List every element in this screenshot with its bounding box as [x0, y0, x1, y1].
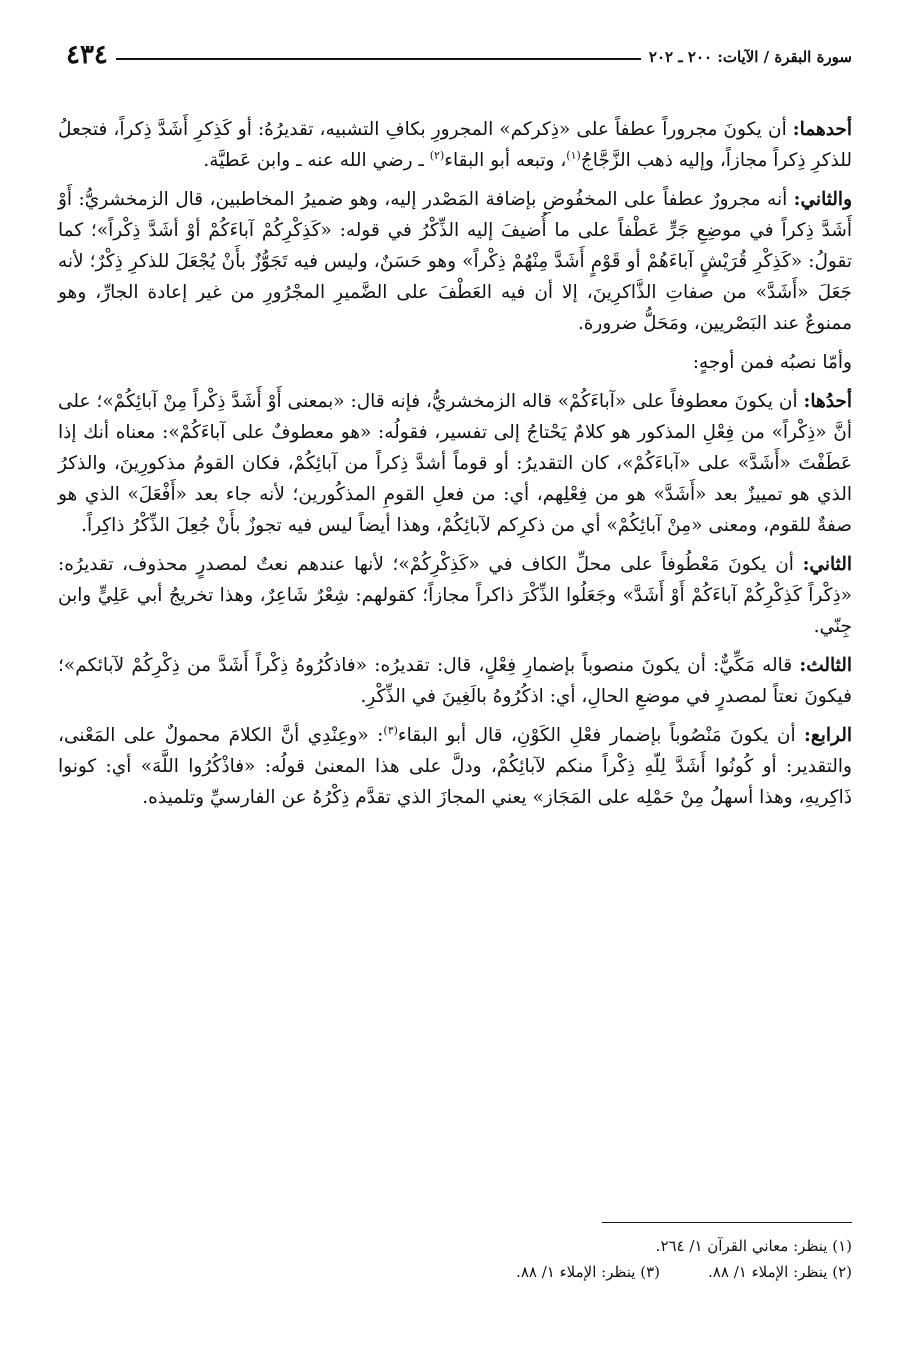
paragraph-text: أن يكونَ معطوفاً على «آباءَكُمْ» قاله الزمخشريُّ، فإنه قال: «بمعنى أَوْ أَشَدَّ ذِكْراً مِنْ آبائِكُمْ»؛ على أنَّ «ذِكْراً» من فِعْلِ المذكور هو كلامٌ يَحْتاجُ إلى تفسير، فقولُه: «هو معطوفٌ على آباءَكُمْ»: معناه أنك إذا عَطَفْتَ «أَشَدَّ» على «آباءَكُمْ»، كان التقديرُ: أو قوماً أشدَّ ذِكراً من آبائِكُمْ، فكان القومُ مذكورِينَ، والذكرُ الذي هو تمييزٌ بعد «أَشَدَّ» هو من فِعْلِهم، أي: من فعلِ القومِ المذكُورين؛ لأنه جاء بعد «أَفْعَلَ» الذي هو صفةٌ للقوم، ومعنى «مِنْ آبائِكُمْ» أي من ذكرِكم لآبائِكُمْ، وهذا أيضاً ليس فيه تجوزٌ بأَنْ جُعِلَ الذِّكْرُ ذاكِراً. — [58, 391, 852, 536]
paragraph-text: أن يكونَ مَنْصُوباً بإضمار فعْلِ الكَوْنِ، قال أبو البقاء — [397, 725, 805, 746]
paragraph-nasb-first — [58, 386, 852, 541]
paragraph-lead: الرابع: — [804, 725, 852, 746]
paragraph-text-cont: ، وتبعه أبو البقاء — [444, 150, 567, 171]
paragraph-second-alternative — [58, 184, 852, 339]
paragraph-lead: الثاني: — [802, 554, 852, 575]
page-number: ٤٣٤ — [66, 40, 108, 70]
paragraph-nasb-fourth — [58, 720, 852, 813]
footnotes — [58, 1222, 852, 1285]
paragraph-text: قاله مَكِّيٌّ: أن يكونَ منصوباً بإضمارِ فِعْلٍ، قال: تقديرُه: «فاذكُرُوهُ ذِكْراً أَشَدَّ من ذِكْرِكُمْ لآبائكم»؛ فيكونَ نعتاً لمصدرٍ في موضعِ الحالِ، أي: اذكُرُوهُ بالَغِينَ في الذِّكْرِ. — [58, 655, 852, 707]
paragraph-nasb-third — [58, 650, 852, 712]
footnote-line — [58, 1233, 852, 1259]
paragraph-text-end: ـ رضي الله عنه ـ وابن عَطيَّة. — [203, 150, 430, 171]
running-title: سورة البقرة / الآيات: ٢٠٠ ـ ٢٠٢ — [648, 48, 852, 66]
paragraph-text: أنه مجرورٌ عطفاً على المخفُوضِ بإضافة المَصْدر إليه، وهو ضميرُ المخاطبين، قال الزمخشريُّ: أَوْ أَشَدَّ ذِكراً في موضِعِ جَرٍّ عَطْفاً على ما أُضيفَ إليه الذِّكْرُ في قوله: «كَذِكْرِكُمْ آباءَكُمْ أوْ أشَدَّ ذِكْراً»؛ كما تقولُ: «كَذِكْرِ قُرَيْشٍ آباءَهُمْ أو قَوْمٍ أَشَدَّ مِنْهُمْ ذِكْراً» وهو حَسَنٌ، وليس فيه تَجَوُّزٌ بأَنْ يُجْعَلَ للذكرِ ذِكْرٌ؛ لأنه جَعَلَ «أَشَدَّ» من صفاتِ الذَّاكرِينَ، إلا أن فيه العَطْفَ على الضَّميرِ المجْرُورِ من غير إعادة الجارِّ، وهو ممنوعٌ عند البَصْريين، ومَحَلُّ ضرورة. — [58, 189, 852, 334]
paragraph-text: وأمّا نصبُه فمن أوجهٍ: — [692, 352, 852, 373]
body-text — [58, 114, 852, 813]
page-header — [58, 28, 852, 68]
paragraph-lead: والثاني: — [793, 189, 852, 210]
footnote-ref-3: (٣) — [383, 723, 398, 737]
footnote-line — [58, 1259, 852, 1285]
paragraph-text: أن يكونَ مَعْطُوفاً على محلِّ الكاف في «كَذِكْرِكُمْ»؛ لأنها عندهم نعتٌ لمصدرٍ محذوف، تقديرُه: «ذِكْراً كَذِكْرِكُمْ آباءَكُمْ أَوْ أَشَدَّ» وجَعَلُوا الذِّكْرَ ذاكراً مجازاً؛ كقولهم: شِعْرٌ شَاعِرٌ، وهذا تخريجُ أبي عَلِيٍّ وابن جِنّي. — [58, 554, 852, 637]
paragraph-lead: الثالث: — [799, 655, 852, 676]
paragraph-text-cont: : «وعِنْدِي أنَّ الكلامَ محمولٌ على المَعْنى، والتقدير: أو كُونُوا أَشَدَّ لِلّهِ ذِكْراً منكم لآبائِكُمْ، ودلَّ على هذا المعنىٰ قولُه: «فاذْكُرُوا اللَّهَ» أي: كونوا ذَاكِريهِ، وهذا أسهلُ مِنْ حَمْلِه على المَجَاز» يعني المجازَ الذي تقدَّم ذِكْرُهُ عن الفارسيِّ وتلميذه. — [58, 725, 852, 808]
paragraph-first-alternative — [58, 114, 852, 176]
paragraph-lead: أحدُها: — [803, 391, 852, 412]
footnote-3: (٣) ينظر: الإملاء ١/ ٨٨. — [516, 1263, 661, 1281]
paragraph-text: أن يكونَ مجروراً عطفاً على «ذِكركم» المجرورِ بكافِ التشبيه، تقديرُهُ: أو كَذِكرِ أَشَدَّ ذِكراً، فتجعلُ للذكرِ ذِكراً مجازاً، وإليه ذهب الزَّجَّاجُ — [58, 119, 852, 171]
footnote-1: (١) ينظر: معاني القرآن ١/ ٢٦٤. — [655, 1237, 852, 1255]
footnote-2: (٢) ينظر: الإملاء ١/ ٨٨. — [708, 1263, 852, 1281]
footnote-ref-1: (١) — [566, 148, 581, 162]
footnote-rule — [602, 1222, 852, 1223]
paragraph-lead: أحدهما: — [792, 119, 852, 140]
footnote-ref-2: (٢) — [429, 148, 445, 162]
paragraph-nasb-intro — [58, 347, 852, 378]
paragraph-nasb-second — [58, 549, 852, 642]
header-rule — [116, 58, 641, 60]
